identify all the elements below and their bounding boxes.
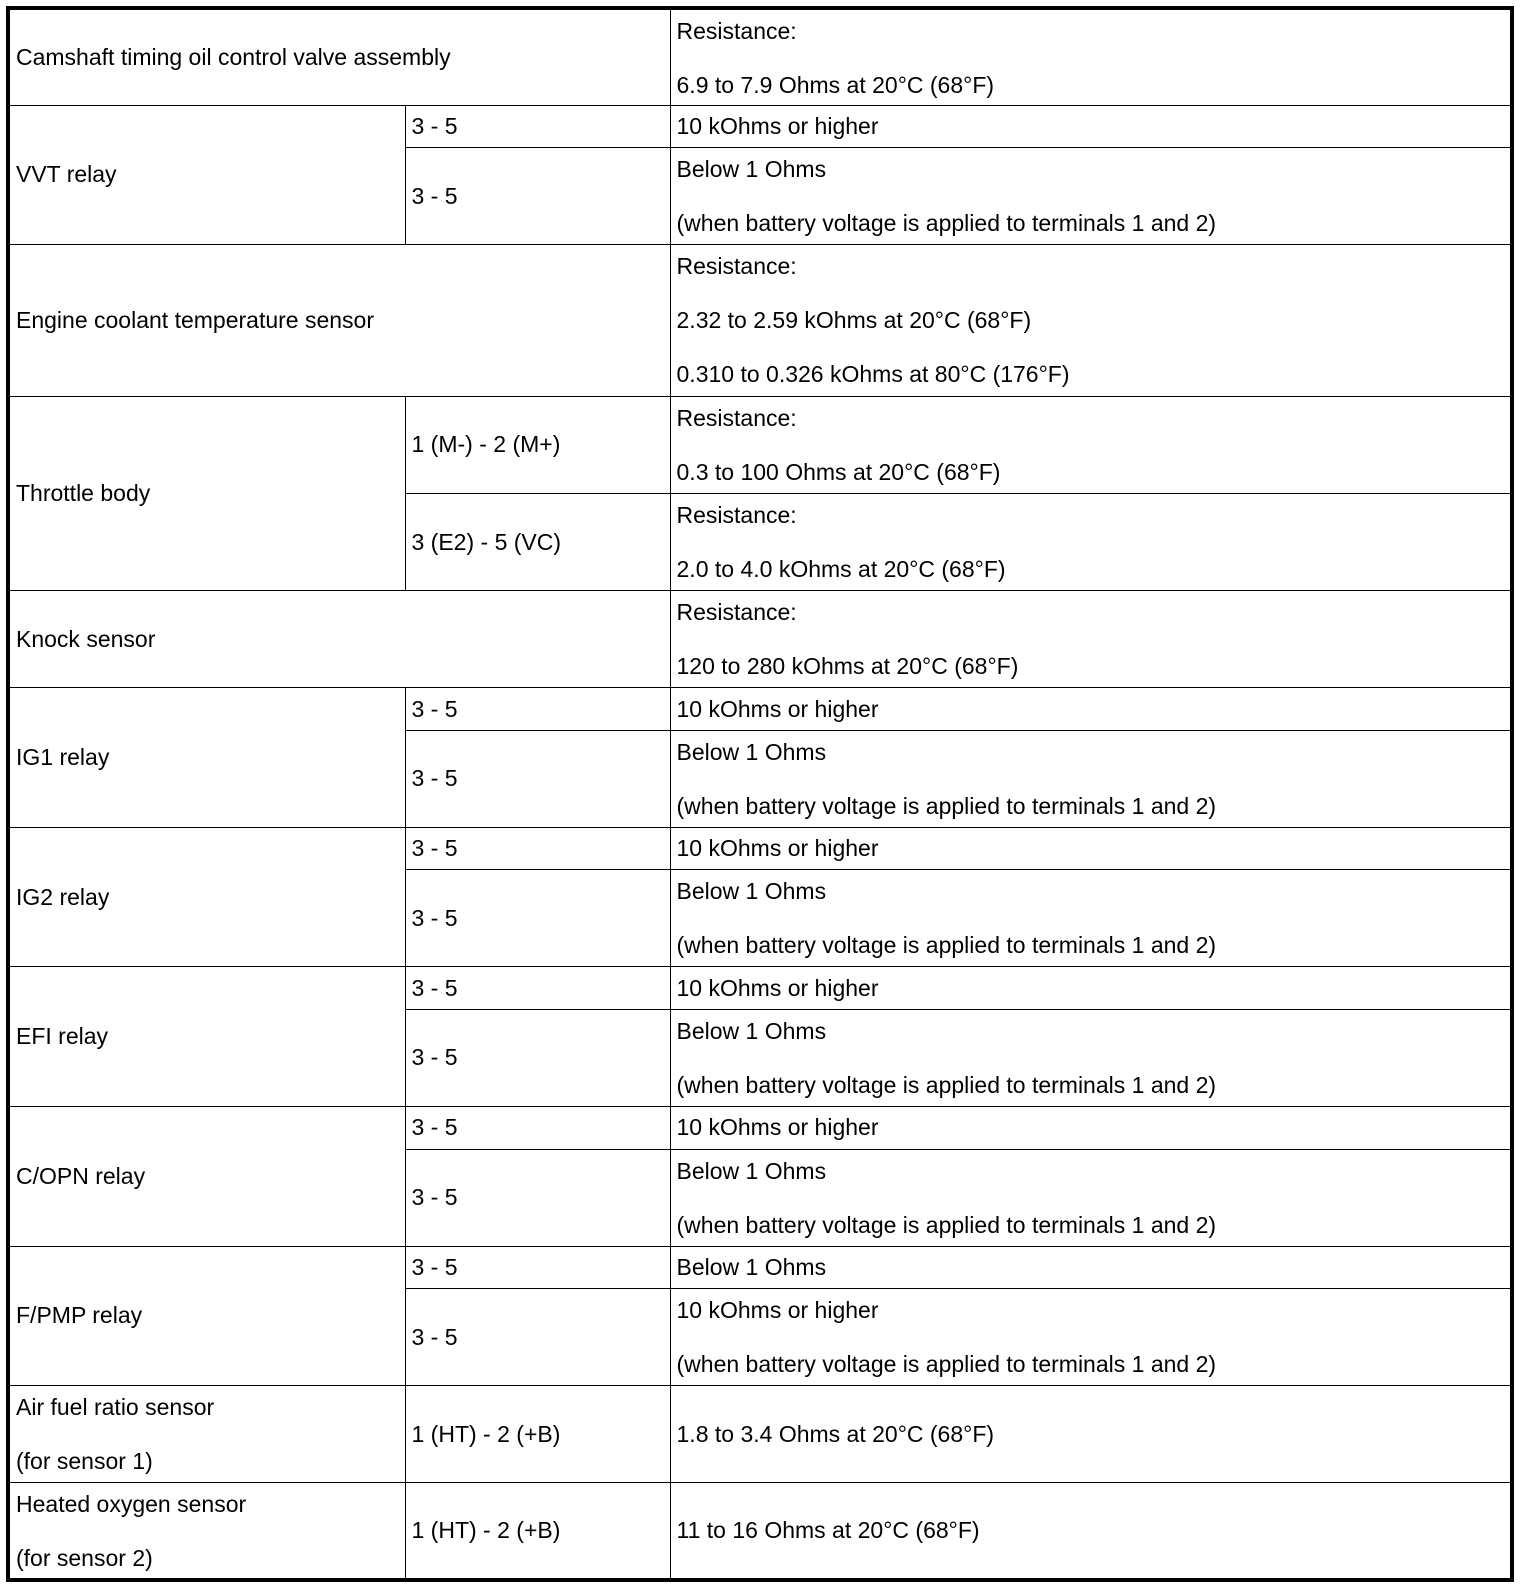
terminal-cell: 3 - 5 <box>405 827 670 869</box>
component-cell: Knock sensor <box>8 591 670 688</box>
terminal-cell: 1 (M-) - 2 (M+) <box>405 396 670 493</box>
spec-cell <box>670 494 1512 591</box>
spec-line: (when battery voltage is applied to terminals 1 and 2) <box>676 1071 1217 1098</box>
spec-line: Resistance: <box>676 18 797 44</box>
spec-cell: 10 kOhms or higher <box>670 1107 1512 1149</box>
table-row <box>8 396 1512 493</box>
terminal-cell: 3 - 5 <box>405 1009 670 1106</box>
terminal-cell: 3 - 5 <box>405 688 670 730</box>
component-cell: Throttle body <box>8 396 405 590</box>
spec-cell <box>670 1009 1512 1106</box>
spec-cell <box>670 1149 1512 1246</box>
table-row <box>8 105 1512 147</box>
spec-cell <box>670 396 1512 493</box>
spec-cell <box>670 870 1512 967</box>
spec-line: (when battery voltage is applied to terminals 1 and 2) <box>676 210 1217 237</box>
spec-line: 6.9 to 7.9 Ohms at 20°C (68°F) <box>676 72 995 98</box>
spec-line: 120 to 280 kOhms at 20°C (68°F) <box>676 653 1019 680</box>
spec-line: Below 1 Ohms <box>676 878 827 905</box>
spec-line: 0.3 to 100 Ohms at 20°C (68°F) <box>676 458 1001 485</box>
spec-cell <box>670 730 1512 827</box>
table-row <box>8 827 1512 869</box>
table-row <box>8 245 1512 397</box>
component-line: (for sensor 1) <box>16 1448 153 1475</box>
component-line: (for sensor 2) <box>16 1545 153 1572</box>
component-cell: Camshaft timing oil control valve assembly <box>8 8 670 105</box>
spec-line: (when battery voltage is applied to terminals 1 and 2) <box>676 792 1217 819</box>
component-cell: F/PMP relay <box>8 1246 405 1386</box>
component-cell: VVT relay <box>8 105 405 245</box>
spec-cell <box>670 1289 1512 1386</box>
component-cell: IG1 relay <box>8 688 405 828</box>
spec-cell <box>670 591 1512 688</box>
terminal-cell: 3 - 5 <box>405 730 670 827</box>
spec-cell <box>670 148 1512 245</box>
spec-cell: 10 kOhms or higher <box>670 105 1512 147</box>
spec-cell: Below 1 Ohms <box>670 1246 1512 1288</box>
terminal-cell: 3 - 5 <box>405 105 670 147</box>
spec-line: 2.32 to 2.59 kOhms at 20°C (68°F) <box>676 307 1032 334</box>
spec-cell <box>670 8 1512 105</box>
component-cell: EFI relay <box>8 967 405 1107</box>
spec-cell: 11 to 16 Ohms at 20°C (68°F) <box>670 1483 1512 1580</box>
spec-line: Below 1 Ohms <box>676 1157 827 1184</box>
component-cell <box>8 1386 405 1483</box>
spec-line: 10 kOhms or higher <box>676 1297 879 1324</box>
spec-line: Resistance: <box>676 502 797 529</box>
terminal-cell: 3 - 5 <box>405 148 670 245</box>
component-line: Air fuel ratio sensor <box>16 1394 215 1421</box>
terminal-cell: 3 - 5 <box>405 1107 670 1149</box>
spec-line: (when battery voltage is applied to terminals 1 and 2) <box>676 932 1217 959</box>
terminal-cell: 1 (HT) - 2 (+B) <box>405 1483 670 1580</box>
terminal-cell: 3 - 5 <box>405 1149 670 1246</box>
table-row <box>8 1483 1512 1580</box>
table-row <box>8 1246 1512 1288</box>
component-cell: Engine coolant temperature sensor <box>8 245 670 397</box>
component-cell: C/OPN relay <box>8 1107 405 1247</box>
terminal-cell: 3 - 5 <box>405 1246 670 1288</box>
spec-line: 2.0 to 4.0 kOhms at 20°C (68°F) <box>676 556 1006 583</box>
spec-cell: 1.8 to 3.4 Ohms at 20°C (68°F) <box>670 1386 1512 1483</box>
table-row <box>8 967 1512 1009</box>
table-row <box>8 1386 1512 1483</box>
spec-line: Below 1 Ohms <box>676 1017 827 1044</box>
component-line: Heated oxygen sensor <box>16 1491 247 1518</box>
spec-cell: 10 kOhms or higher <box>670 827 1512 869</box>
terminal-cell: 1 (HT) - 2 (+B) <box>405 1386 670 1483</box>
spec-line: (when battery voltage is applied to terminals 1 and 2) <box>676 1351 1217 1378</box>
spec-line: (when battery voltage is applied to terminals 1 and 2) <box>676 1211 1217 1238</box>
component-cell <box>8 1483 405 1580</box>
table-row <box>8 688 1512 730</box>
table-row <box>8 8 1512 105</box>
terminal-cell: 3 - 5 <box>405 967 670 1009</box>
spec-line: Resistance: <box>676 599 797 626</box>
spec-cell: 10 kOhms or higher <box>670 688 1512 730</box>
table-row <box>8 591 1512 688</box>
spec-line: Resistance: <box>676 253 797 280</box>
component-cell: IG2 relay <box>8 827 405 967</box>
terminal-cell: 3 - 5 <box>405 870 670 967</box>
spec-cell <box>670 245 1512 397</box>
table-row <box>8 1107 1512 1149</box>
spec-line: Below 1 Ohms <box>676 738 827 765</box>
spec-line: Resistance: <box>676 404 797 431</box>
resistance-spec-table <box>6 6 1514 1582</box>
terminal-cell: 3 (E2) - 5 (VC) <box>405 494 670 591</box>
terminal-cell: 3 - 5 <box>405 1289 670 1386</box>
spec-cell: 10 kOhms or higher <box>670 967 1512 1009</box>
spec-line: Below 1 Ohms <box>676 156 827 183</box>
spec-line: 0.310 to 0.326 kOhms at 80°C (176°F) <box>676 361 1070 388</box>
